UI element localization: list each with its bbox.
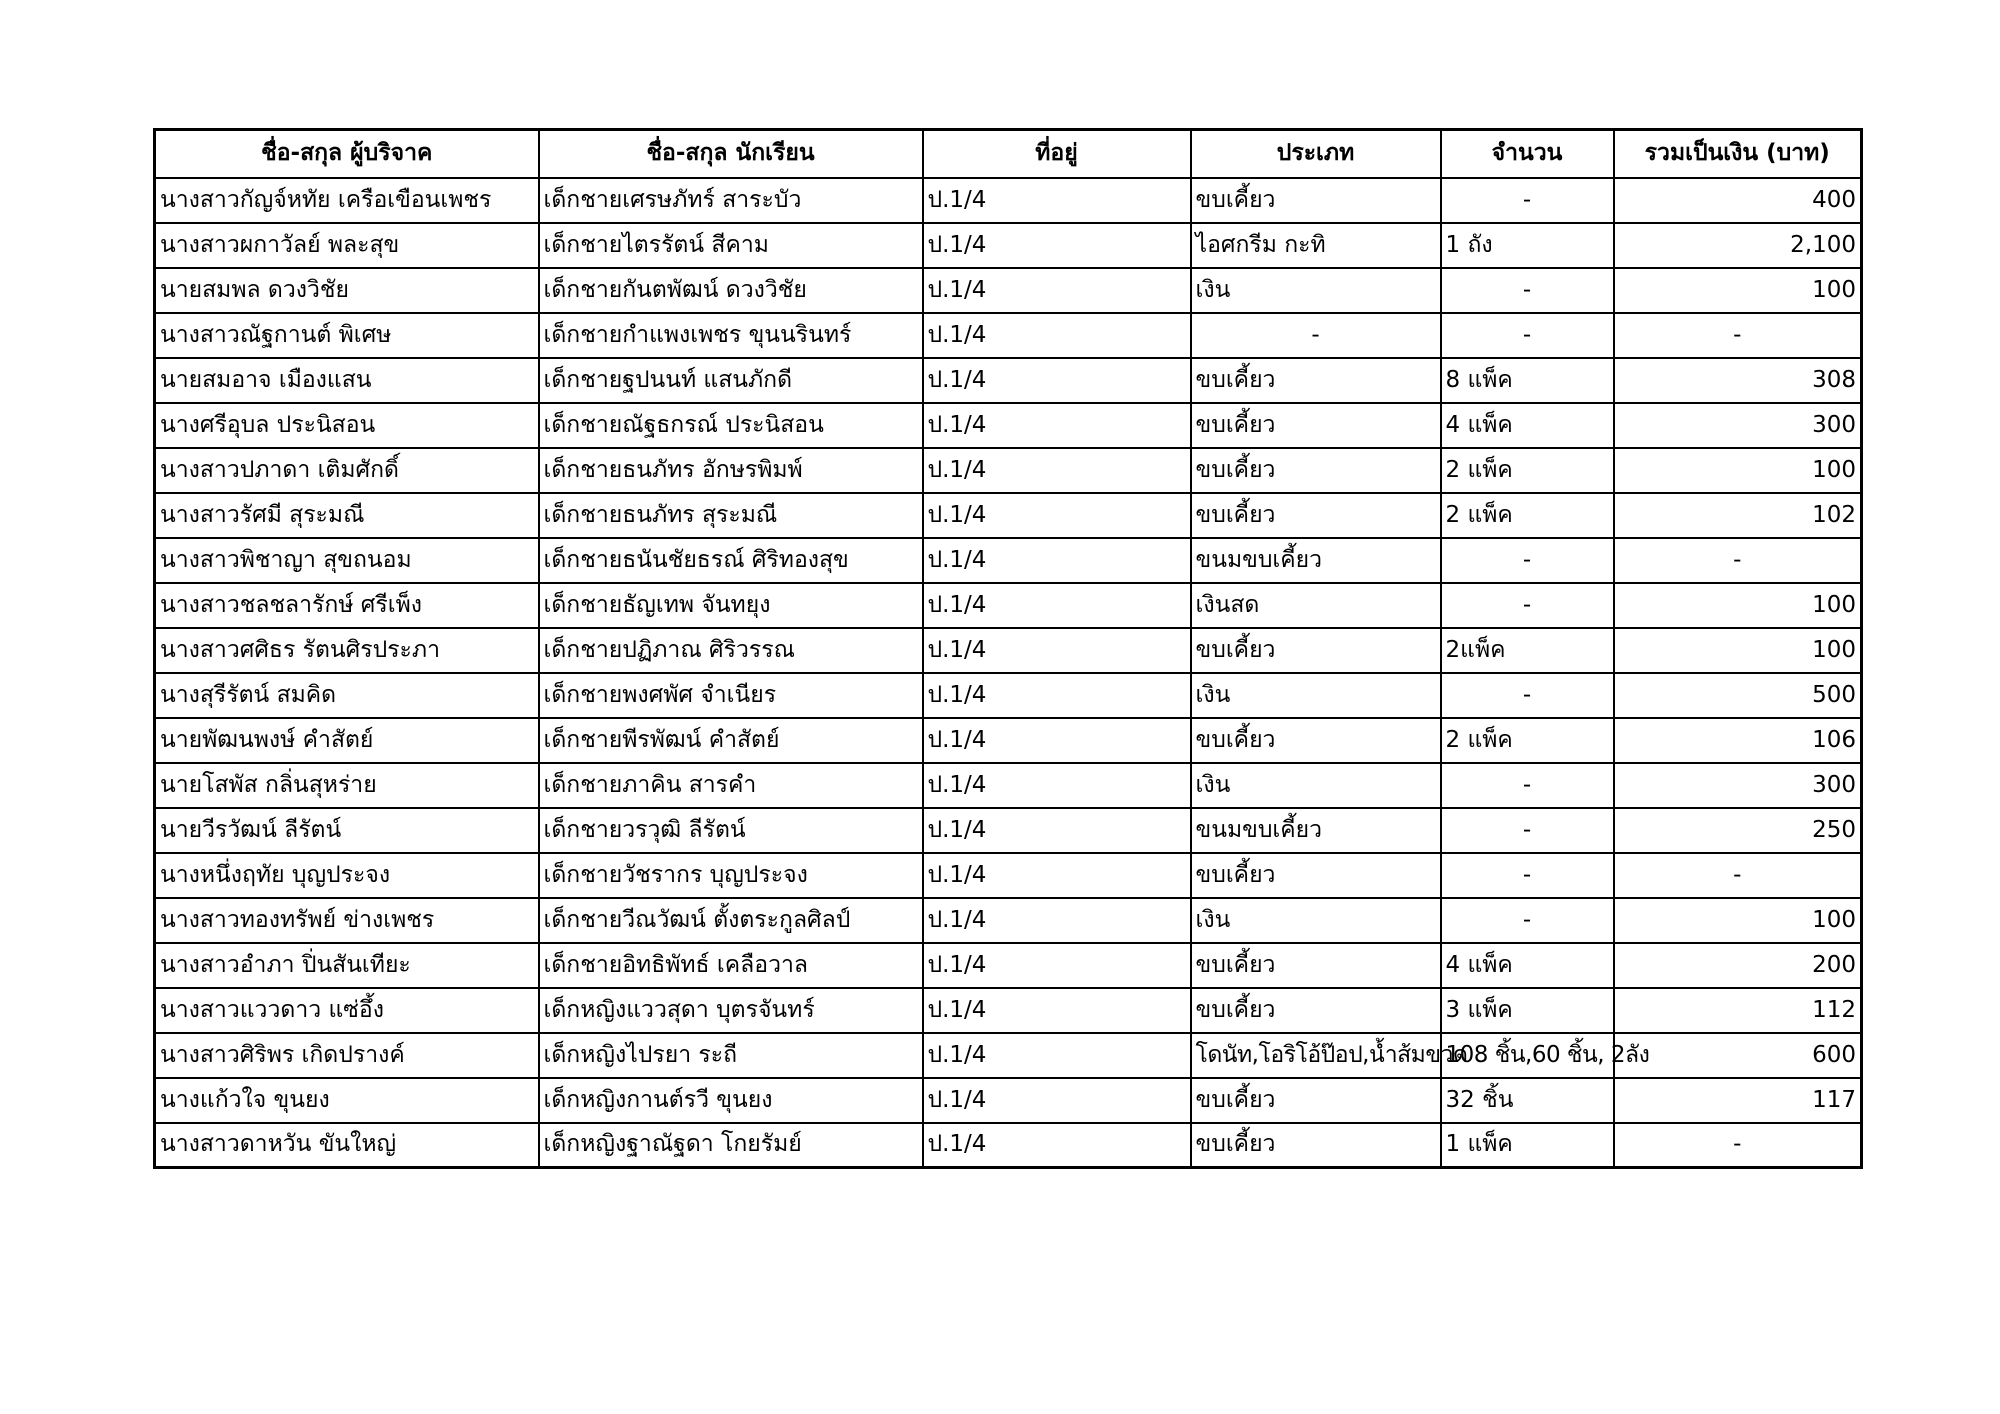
donor-name-cell: นางสาวณัฐกานต์ พิเศษ	[155, 313, 539, 358]
table-row	[155, 628, 1862, 673]
donor-name-cell: นางสาวอำภา ปิ่นสันเทียะ	[155, 943, 539, 988]
student-name-cell: เด็กชายวรวุฒิ ลีรัตน์	[539, 808, 923, 853]
total-cell: 300	[1614, 763, 1862, 808]
student-name-cell: เด็กหญิงไปรยา ระถี	[539, 1033, 923, 1078]
header-type: ประเภท	[1191, 130, 1441, 178]
table-row	[155, 1033, 1862, 1078]
total-cell: 102	[1614, 493, 1862, 538]
table-row	[155, 178, 1862, 223]
type-cell: เงิน	[1191, 898, 1441, 943]
type-cell: ขบเคี้ยว	[1191, 358, 1441, 403]
student-name-cell: เด็กชายพงศพัศ จำเนียร	[539, 673, 923, 718]
quantity-cell: 4 แพ็ค	[1441, 403, 1614, 448]
quantity-cell: 2 แพ็ค	[1441, 448, 1614, 493]
table-row	[155, 538, 1862, 583]
total-cell: 200	[1614, 943, 1862, 988]
total-cell: 117	[1614, 1078, 1862, 1123]
address-cell: ป.1/4	[923, 313, 1191, 358]
donor-name-cell: นางแก้วใจ ขุนยง	[155, 1078, 539, 1123]
student-name-cell: เด็กชายธนภัทร สุระมณี	[539, 493, 923, 538]
table-row	[155, 583, 1862, 628]
student-name-cell: เด็กชายฐปนนท์ แสนภักดี	[539, 358, 923, 403]
student-name-cell: เด็กชายปฏิภาณ ศิริวรรณ	[539, 628, 923, 673]
type-cell: เงิน	[1191, 268, 1441, 313]
quantity-cell: 2แพ็ค	[1441, 628, 1614, 673]
donation-table	[153, 128, 1863, 1169]
table-row	[155, 1123, 1862, 1168]
type-cell: ขนมขบเคี้ยว	[1191, 808, 1441, 853]
total-cell: 112	[1614, 988, 1862, 1033]
table-row	[155, 448, 1862, 493]
quantity-cell: 2 แพ็ค	[1441, 718, 1614, 763]
address-cell: ป.1/4	[923, 763, 1191, 808]
type-cell: ขบเคี้ยว	[1191, 493, 1441, 538]
table-row	[155, 223, 1862, 268]
address-cell: ป.1/4	[923, 1078, 1191, 1123]
header-row	[155, 130, 1862, 178]
donor-name-cell: นางสาวศิริพร เกิดปรางค์	[155, 1033, 539, 1078]
header-quantity: จำนวน	[1441, 130, 1614, 178]
table-row	[155, 358, 1862, 403]
student-name-cell: เด็กหญิงแววสุดา บุตรจันทร์	[539, 988, 923, 1033]
donor-name-cell: นางสาวผกาวัลย์ พละสุข	[155, 223, 539, 268]
type-cell: ขบเคี้ยว	[1191, 943, 1441, 988]
donor-name-cell: นางสาวดาหวัน ขันใหญ่	[155, 1123, 539, 1168]
address-cell: ป.1/4	[923, 628, 1191, 673]
address-cell: ป.1/4	[923, 268, 1191, 313]
quantity-cell: -	[1441, 268, 1614, 313]
type-cell: ขบเคี้ยว	[1191, 403, 1441, 448]
total-cell: 400	[1614, 178, 1862, 223]
type-cell: ไอศกรีม กะทิ	[1191, 223, 1441, 268]
quantity-cell: 108 ชิ้น,60 ชิ้น, 2ลัง	[1441, 1033, 1614, 1078]
total-cell: -	[1614, 1123, 1862, 1168]
address-cell: ป.1/4	[923, 1123, 1191, 1168]
type-cell: ขบเคี้ยว	[1191, 1123, 1441, 1168]
student-name-cell: เด็กหญิงฐาณัฐดา โกยรัมย์	[539, 1123, 923, 1168]
table-row	[155, 943, 1862, 988]
total-cell: 106	[1614, 718, 1862, 763]
student-name-cell: เด็กหญิงกานต์รวี ขุนยง	[539, 1078, 923, 1123]
quantity-cell: 1 ถัง	[1441, 223, 1614, 268]
total-cell: -	[1614, 313, 1862, 358]
header-student-name: ชื่อ-สกุล นักเรียน	[539, 130, 923, 178]
table-row	[155, 853, 1862, 898]
header-address: ที่อยู่	[923, 130, 1191, 178]
table-row	[155, 493, 1862, 538]
table-row	[155, 763, 1862, 808]
quantity-cell: 1 แพ็ค	[1441, 1123, 1614, 1168]
total-cell: 500	[1614, 673, 1862, 718]
quantity-cell: 32 ชิ้น	[1441, 1078, 1614, 1123]
table-row	[155, 268, 1862, 313]
total-cell: -	[1614, 853, 1862, 898]
type-cell: เงิน	[1191, 763, 1441, 808]
address-cell: ป.1/4	[923, 1033, 1191, 1078]
address-cell: ป.1/4	[923, 808, 1191, 853]
total-cell: 100	[1614, 628, 1862, 673]
donor-name-cell: นางสาวพิชาญา สุขถนอม	[155, 538, 539, 583]
address-cell: ป.1/4	[923, 178, 1191, 223]
type-cell: ขบเคี้ยว	[1191, 178, 1441, 223]
donor-name-cell: นายโสพัส กลิ่นสุหร่าย	[155, 763, 539, 808]
table-row	[155, 808, 1862, 853]
donor-name-cell: นายสมพล ดวงวิชัย	[155, 268, 539, 313]
address-cell: ป.1/4	[923, 583, 1191, 628]
table-row	[155, 1078, 1862, 1123]
address-cell: ป.1/4	[923, 403, 1191, 448]
type-cell: เงิน	[1191, 673, 1441, 718]
student-name-cell: เด็กชายวีณวัฒน์ ตั้งตระกูลศิลป์	[539, 898, 923, 943]
quantity-cell: -	[1441, 673, 1614, 718]
student-name-cell: เด็กชายธนันชัยธรณ์ ศิริทองสุข	[539, 538, 923, 583]
total-cell: 600	[1614, 1033, 1862, 1078]
donor-name-cell: นางสาวแววดาว แซ่อึ้ง	[155, 988, 539, 1033]
total-cell: 100	[1614, 268, 1862, 313]
student-name-cell: เด็กชายเศรษภัทร์ สาระบัว	[539, 178, 923, 223]
header-donor-name: ชื่อ-สกุล ผู้บริจาค	[155, 130, 539, 178]
donor-name-cell: นางสาวชลชลารักษ์ ศรีเพ็ง	[155, 583, 539, 628]
donor-name-cell: นางสาวปภาดา เติมศักดิ์	[155, 448, 539, 493]
table-row	[155, 673, 1862, 718]
quantity-cell: -	[1441, 898, 1614, 943]
student-name-cell: เด็กชายพีรพัฒน์ คำสัตย์	[539, 718, 923, 763]
type-cell: โดนัท,โอริโอ้ป๊อป,น้ำส้มขวด	[1191, 1033, 1441, 1078]
address-cell: ป.1/4	[923, 223, 1191, 268]
total-cell: 250	[1614, 808, 1862, 853]
type-cell: ขนมขบเคี้ยว	[1191, 538, 1441, 583]
total-cell: 100	[1614, 898, 1862, 943]
address-cell: ป.1/4	[923, 358, 1191, 403]
type-cell: ขบเคี้ยว	[1191, 853, 1441, 898]
address-cell: ป.1/4	[923, 718, 1191, 763]
address-cell: ป.1/4	[923, 673, 1191, 718]
quantity-cell: -	[1441, 808, 1614, 853]
table-row	[155, 988, 1862, 1033]
student-name-cell: เด็กชายกำแพงเพชร ขุนนรินทร์	[539, 313, 923, 358]
donation-sheet	[153, 128, 1860, 1169]
address-cell: ป.1/4	[923, 538, 1191, 583]
donor-name-cell: นางศรีอุบล ประนิสอน	[155, 403, 539, 448]
student-name-cell: เด็กชายธนภัทร อักษรพิมพ์	[539, 448, 923, 493]
quantity-cell: -	[1441, 583, 1614, 628]
student-name-cell: เด็กชายณัฐธกรณ์ ประนิสอน	[539, 403, 923, 448]
type-cell: -	[1191, 313, 1441, 358]
address-cell: ป.1/4	[923, 898, 1191, 943]
donor-name-cell: นายวีรวัฒน์ ลีรัตน์	[155, 808, 539, 853]
quantity-cell: -	[1441, 178, 1614, 223]
donor-name-cell: นายสมอาจ เมืองแสน	[155, 358, 539, 403]
quantity-cell: 8 แพ็ค	[1441, 358, 1614, 403]
address-cell: ป.1/4	[923, 448, 1191, 493]
donor-name-cell: นางสาวรัศมี สุระมณี	[155, 493, 539, 538]
address-cell: ป.1/4	[923, 853, 1191, 898]
address-cell: ป.1/4	[923, 943, 1191, 988]
donor-name-cell: นางสาวศศิธร รัตนศิรประภา	[155, 628, 539, 673]
donor-name-cell: นางหนึ่งฤทัย บุญประจง	[155, 853, 539, 898]
table-row	[155, 313, 1862, 358]
type-cell: เงินสด	[1191, 583, 1441, 628]
type-cell: ขบเคี้ยว	[1191, 1078, 1441, 1123]
quantity-cell: -	[1441, 853, 1614, 898]
student-name-cell: เด็กชายอิทธิพัทธ์ เคลือวาล	[539, 943, 923, 988]
total-cell: 308	[1614, 358, 1862, 403]
total-cell: 300	[1614, 403, 1862, 448]
type-cell: ขบเคี้ยว	[1191, 628, 1441, 673]
type-cell: ขบเคี้ยว	[1191, 988, 1441, 1033]
table-body	[155, 178, 1862, 1168]
address-cell: ป.1/4	[923, 988, 1191, 1033]
student-name-cell: เด็กชายธัญเทพ จันทยุง	[539, 583, 923, 628]
quantity-cell: -	[1441, 538, 1614, 583]
donor-name-cell: นายพัฒนพงษ์ คำสัตย์	[155, 718, 539, 763]
student-name-cell: เด็กชายภาคิน สารคำ	[539, 763, 923, 808]
total-cell: 100	[1614, 448, 1862, 493]
donor-name-cell: นางสุรีรัตน์ สมคิด	[155, 673, 539, 718]
address-cell: ป.1/4	[923, 493, 1191, 538]
donor-name-cell: นางสาวทองทรัพย์ ข่างเพชร	[155, 898, 539, 943]
quantity-cell: 3 แพ็ค	[1441, 988, 1614, 1033]
table-row	[155, 718, 1862, 763]
quantity-cell: 2 แพ็ค	[1441, 493, 1614, 538]
quantity-cell: 4 แพ็ค	[1441, 943, 1614, 988]
total-cell: 2,100	[1614, 223, 1862, 268]
total-cell: 100	[1614, 583, 1862, 628]
student-name-cell: เด็กชายไตรรัตน์ สีคาม	[539, 223, 923, 268]
table-row	[155, 403, 1862, 448]
quantity-cell: -	[1441, 313, 1614, 358]
type-cell: ขบเคี้ยว	[1191, 718, 1441, 763]
table-row	[155, 898, 1862, 943]
student-name-cell: เด็กชายกันตพัฒน์ ดวงวิชัย	[539, 268, 923, 313]
donor-name-cell: นางสาวกัญจ์หทัย เครือเขือนเพชร	[155, 178, 539, 223]
total-cell: -	[1614, 538, 1862, 583]
quantity-cell: -	[1441, 763, 1614, 808]
student-name-cell: เด็กชายวัชรากร บุญประจง	[539, 853, 923, 898]
type-cell: ขบเคี้ยว	[1191, 448, 1441, 493]
header-total-baht: รวมเป็นเงิน (บาท)	[1614, 130, 1862, 178]
